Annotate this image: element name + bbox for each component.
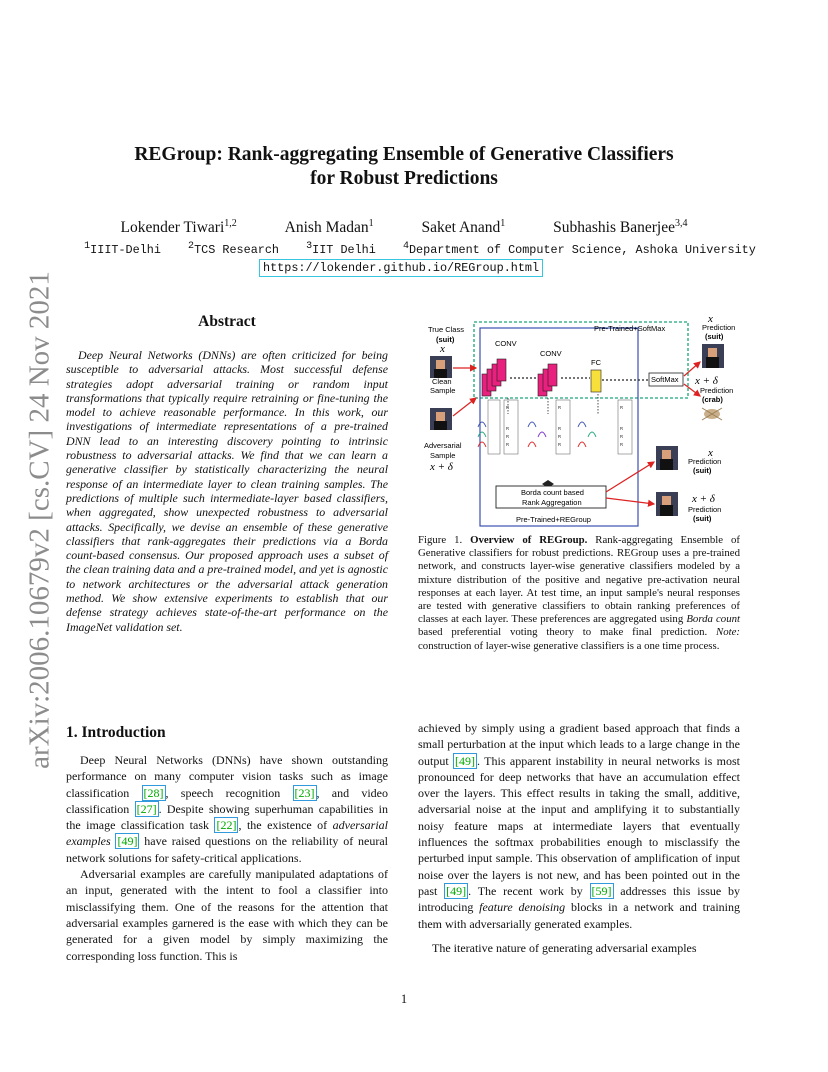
adversarial-label-2: Sample	[430, 451, 456, 460]
affiliation-3: $^3$IIT Delhi	[306, 241, 376, 257]
intro-paragraph-2: Adversarial examples are carefully manipulated adaptations of an input, generated with the intent to fool a classifier into misclassifying them. One of the reasons for the attention that adversarial examples garnered is the ease with which they can be generated for a given model by simply maximizing the corresponding loss function. This is	[66, 867, 388, 963]
true-class-suit: (suit)	[436, 335, 455, 344]
borda-line-2: Rank Aggregation	[522, 498, 582, 507]
intro-paragraph-1: Deep Neural Networks (DNNs) have shown outstanding performance on many computer vision tasks such as image classification [28] , speech recognition [23] , and video classification [27] . Despite showing superhuman capabilities in the image classification task [22] , the existence of adversarial examples [49] have raised questions on the reliability of neural network solutions for safety-critical applications.	[66, 753, 388, 865]
adversarial-label-1: Adversarial	[424, 441, 462, 450]
conv1-block	[482, 359, 506, 396]
svg-text:R: R	[558, 434, 562, 439]
affiliation-1: $^1$IIIT-Delhi	[84, 241, 161, 257]
pretrained-regroup-label: Pre-Trained+REGroup	[516, 515, 591, 524]
author-4: Subhashis Banerjee$^{3,4}$	[553, 218, 688, 237]
citation-link[interactable]: [23]	[294, 785, 315, 800]
arxiv-stamp-text: arXiv:2006.10679v2 [cs.CV] 24 Nov 2021	[23, 271, 56, 769]
figure-1	[418, 312, 740, 528]
pred-bottom1-label: Prediction	[688, 457, 722, 466]
conv1-label: CONV	[495, 339, 517, 348]
citation-link[interactable]: [49]	[446, 883, 467, 898]
svg-text:R: R	[620, 442, 624, 447]
pred-bottom2-suit: (suit)	[693, 514, 712, 523]
svg-text:R: R	[558, 442, 562, 447]
intro-left-column	[66, 752, 388, 964]
citation-link[interactable]: [22]	[216, 818, 237, 833]
title-line-1: REGroup: Rank-aggregating Ensemble of Generative Classifiers	[134, 144, 674, 165]
pred-top-suit: (suit)	[705, 332, 724, 341]
crab-image	[702, 408, 722, 420]
citation-link[interactable]: [27]	[136, 801, 157, 816]
author-2: Anish Madan$^1$	[284, 218, 374, 237]
paper-title	[60, 143, 748, 191]
svg-text:R: R	[506, 405, 510, 410]
affiliation-2: $^2$TCS Research	[188, 241, 280, 257]
softmax-label: SoftMax	[651, 375, 679, 384]
pred-mid-label: Prediction	[700, 386, 734, 395]
arxiv-stamp	[20, 271, 60, 769]
caption-fig-number: Figure 1.	[418, 534, 463, 546]
svg-text:R: R	[506, 426, 510, 431]
borda-line-1: Borda count based	[521, 488, 584, 497]
pretrained-softmax-label: Pre-Trained+SoftMax	[594, 324, 666, 333]
pred-top-label: Prediction	[702, 323, 736, 332]
intro-heading: 1. Introduction	[66, 724, 166, 741]
svg-text:R: R	[506, 434, 510, 439]
author-3: Saket Anand$^1$	[421, 218, 506, 237]
title-line-2: for Robust Predictions	[310, 168, 498, 189]
affiliation-list	[60, 241, 780, 257]
pred-mid-x-delta: x + δ	[695, 375, 718, 387]
right-paragraph-1: achieved by simply using a gradient based approach that finds a small perturbation at the input which leads to a large change in the output [49] . This apparent instability in neural networks is most pronounced for deep networks that have an accumulation effect over the layers. This effect results in taking the small, additive, adversarial noise at the input and amplifying it to substantially noisy feature maps at intermediate layers that eventually influences the softmax probabilities enough to misclassify the perturbed input sample. This observation of amplification of input noise over the layers is not new, and has been pointed out in the past [49] . The recent work by [59] addresses this issue by introducing feature denoising blocks in a network and training them with adversarially generated examples.	[418, 721, 740, 931]
right-paragraph-2: The iterative nature of generating adversarial examples	[432, 940, 697, 955]
svg-text:R: R	[620, 434, 624, 439]
svg-text:R: R	[620, 426, 624, 431]
clean-x-label: x	[440, 343, 445, 355]
citation-link[interactable]: [49]	[117, 834, 138, 849]
page-number: 1	[400, 992, 408, 1006]
response-curves	[478, 422, 596, 447]
pred-mid-crab: (crab)	[702, 395, 723, 404]
citation-link[interactable]: [59]	[591, 883, 612, 898]
clean-sample-label-1: Clean	[432, 377, 452, 386]
citation-link[interactable]: [49]	[455, 753, 476, 768]
figure-1-diagram	[418, 312, 740, 528]
svg-text:R: R	[558, 426, 562, 431]
pred-bottom1-x: x	[708, 447, 713, 459]
fc-label: FC	[591, 358, 601, 367]
pred-bottom1-suit: (suit)	[693, 466, 712, 475]
abstract-body: Deep Neural Networks (DNNs) are often criticized for being susceptible to adversarial attacks. Most successful defense strategies adopt adversarial training or random input transformations that typically require retraining or fine-tuning the model to achieve reasonable performance. In this work, our investigations of intermediate representations of a pre-trained DNN lead to an interesting discovery pointing to intrinsic robustness to adversarial attacks. We find that we can learn a generative classifier by statistically characterizing the neural response of an intermediate layer to clean training samples. The predictions of multiple such intermediate-layer based classifiers, when aggregated, show unexpected robustness to adversarial attacks. Specifically, we devise an ensemble of these generative classifiers that rank-aggregates their predictions via a Borda count-based consensus. Our proposed approach uses a subset of the clean training data and a pre-trained model, and yet is agnostic to network architectures or the adversarial attack generation method. We show extensive experiments to establish that our defense strategy achieves state-of-the-art performance on the ImageNet validation set.	[66, 348, 388, 634]
figure-1-caption: Figure 1. Overview of REGroup. Rank-aggregating Ensemble of Generative classifiers for robust predictions. REGroup uses a pre-trained network, and constructs layer-wise generative classifiers modeled by a mixture distribution of the positive and negative pre-activation neural responses at each layer. At test time, an input sample's neural responses are tested with generative classifiers to obtain ranking preferences of classes at each layer. These preferences are aggregated using Borda count based preferential voting theory to make final prediction. Note: construction of layer-wise generative classifiers is a one time process.	[418, 534, 740, 652]
svg-text:R: R	[558, 405, 562, 410]
author-1: Lokender Tiwari$^{1,2}$	[120, 218, 237, 237]
rank-matrices	[488, 400, 632, 454]
adversarial-x-delta: x + δ	[430, 461, 453, 473]
abstract-heading: Abstract	[198, 313, 256, 330]
citation-link[interactable]: [28]	[143, 785, 164, 800]
pred-bottom2-x-delta: x + δ	[692, 493, 715, 505]
conv2-label: CONV	[540, 349, 562, 358]
fc-block	[591, 370, 601, 392]
author-list	[60, 218, 748, 237]
affiliation-4: $^4$Department of Computer Science, Ashoka University	[402, 241, 756, 257]
pred-bottom2-label: Prediction	[688, 505, 722, 514]
svg-text:R: R	[506, 442, 510, 447]
svg-text:R: R	[620, 405, 624, 410]
intro-right-column	[418, 720, 740, 956]
true-class-label: True Class	[428, 325, 464, 334]
pred-top-x: x	[708, 313, 713, 325]
project-url-link[interactable]: https://lokender.github.io/REGroup.html	[259, 259, 543, 277]
clean-sample-label-2: Sample	[430, 386, 456, 395]
conv2-block	[538, 364, 557, 396]
caption-bold-title: Overview of REGroup.	[470, 534, 588, 546]
